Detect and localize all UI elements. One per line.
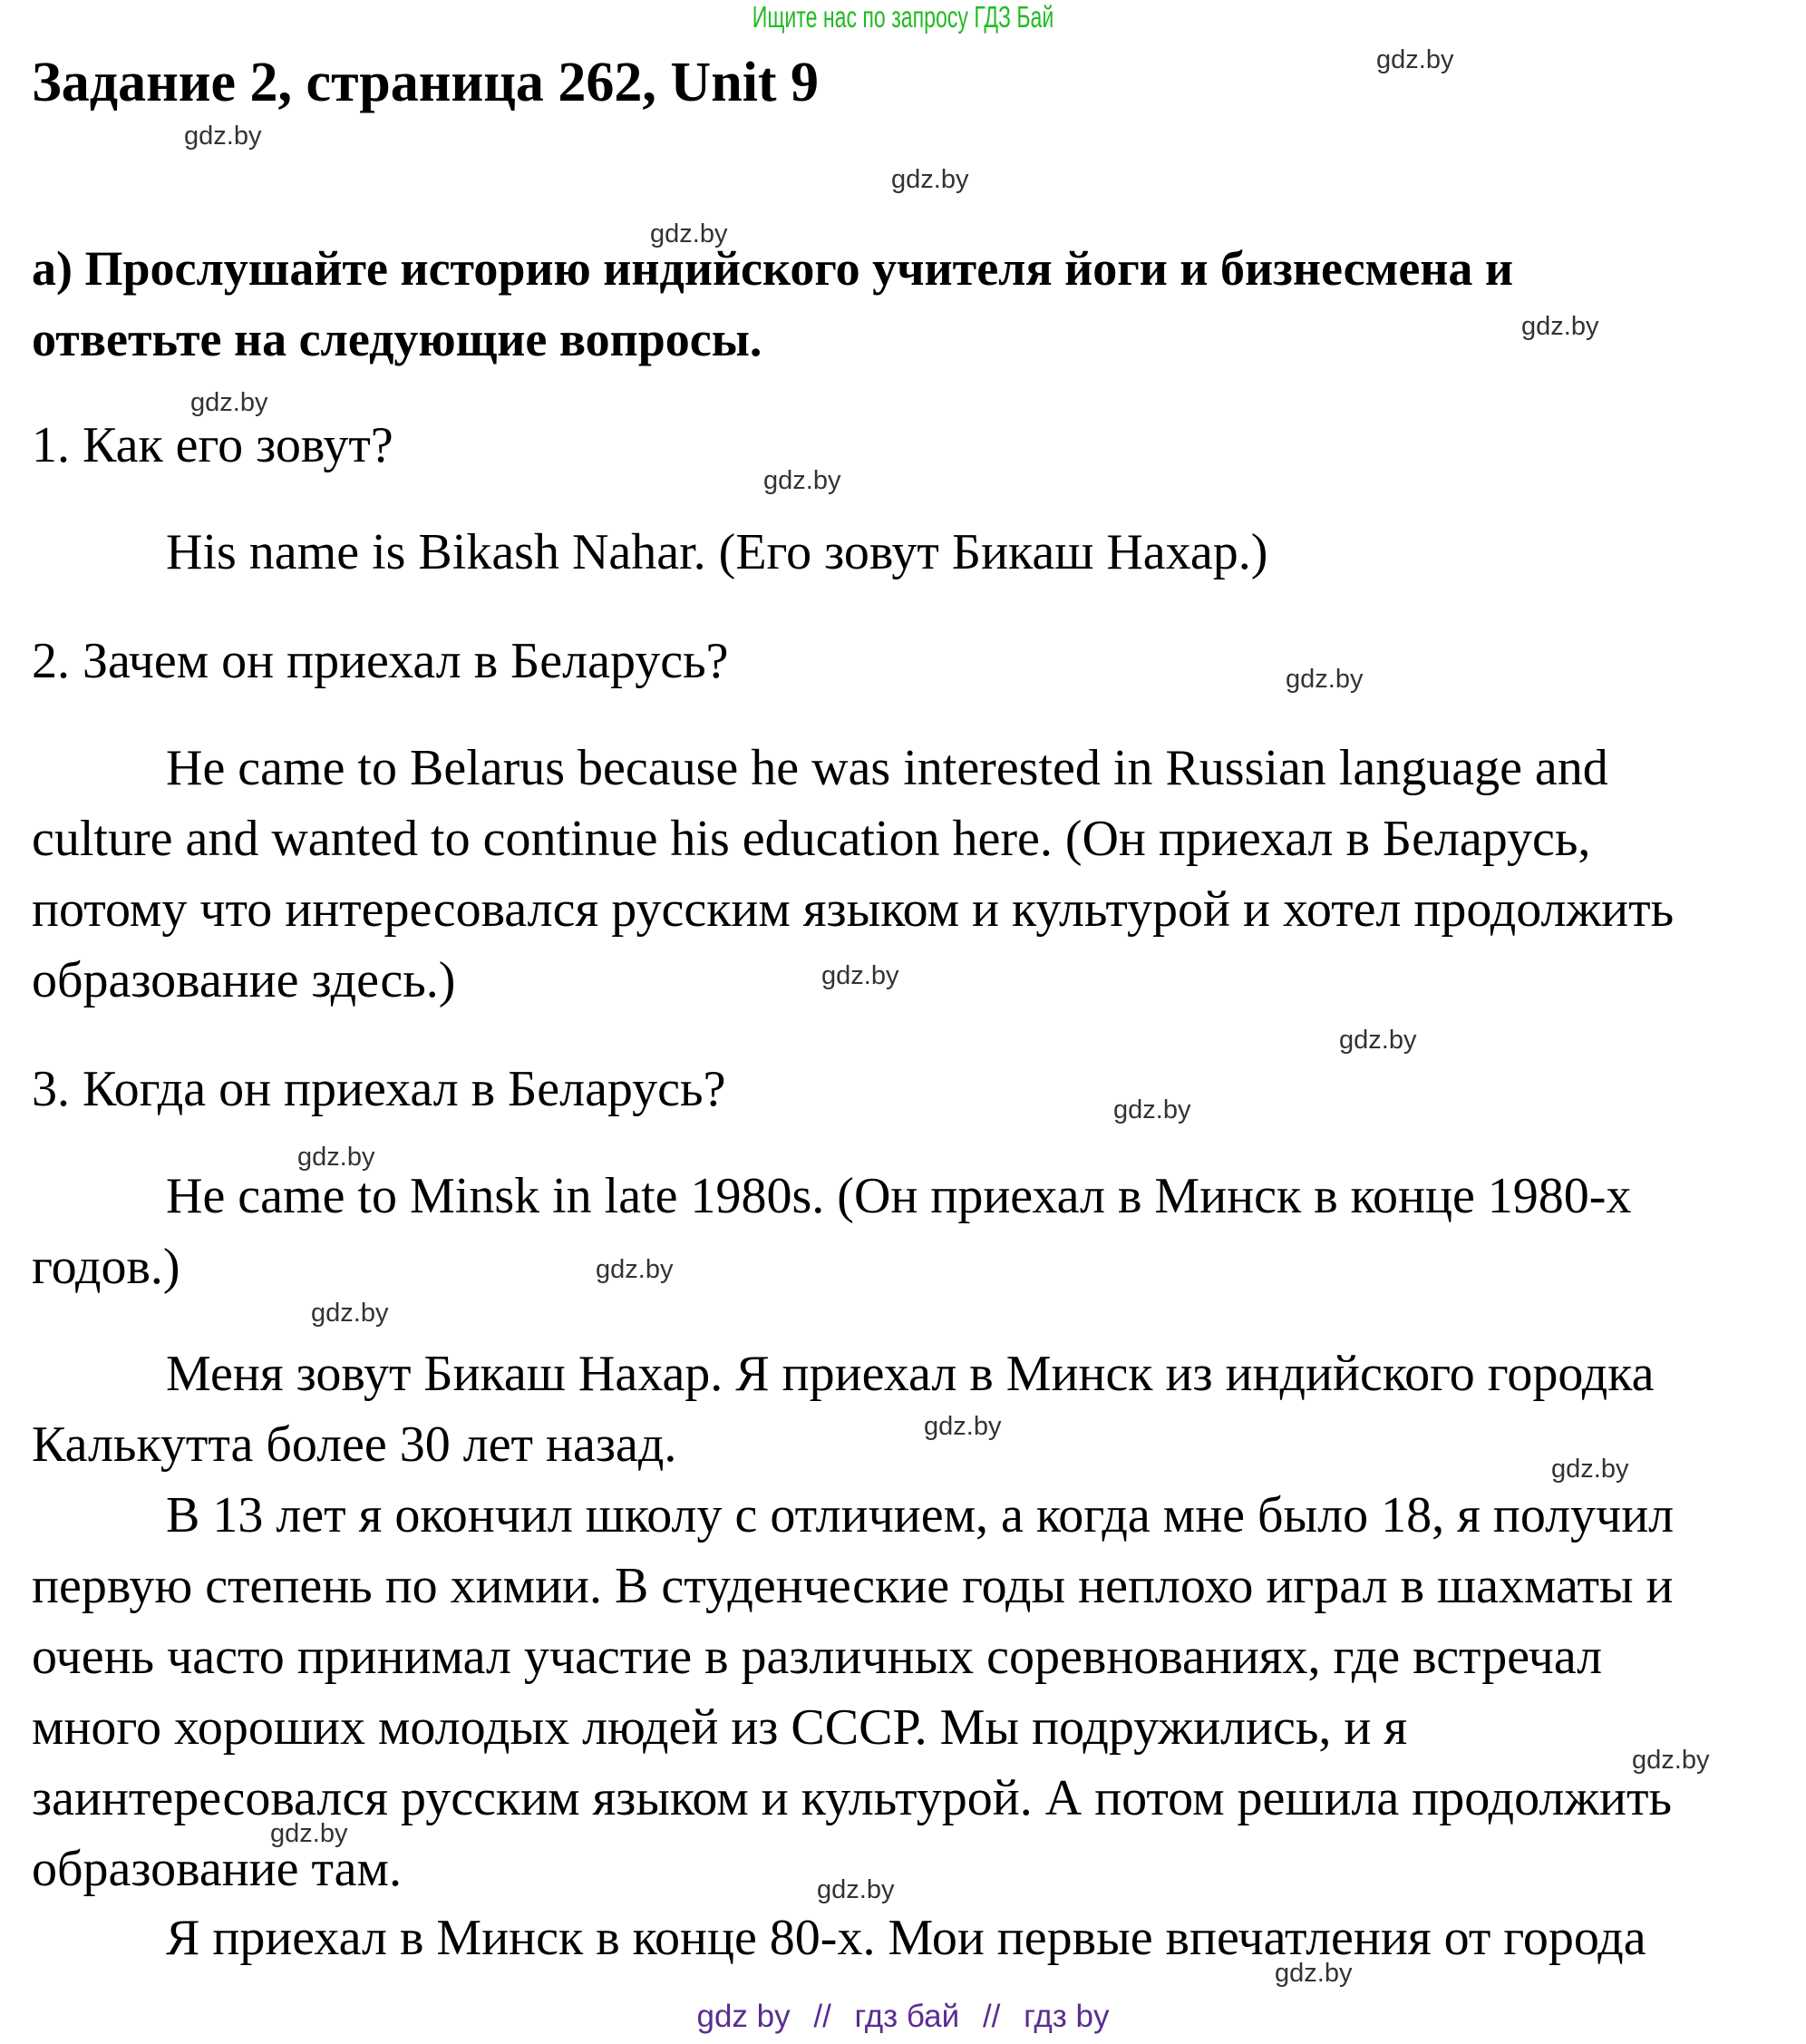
watermark: gdz.by [1339,1026,1417,1055]
watermark: gdz.by [821,961,899,990]
watermark: gdz.by [891,165,969,194]
watermark: gdz.by [311,1299,389,1328]
watermark: gdz.by [297,1143,375,1172]
watermark: gdz.by [650,219,728,248]
watermark: gdz.by [270,1819,348,1848]
story-line-2: Калькутта более 30 лет назад. [32,1416,677,1473]
page-title: Задание 2, страница 262, Unit 9 [32,52,820,113]
top-banner: Ищите нас по запросу ГДЗ Бай [752,0,1054,34]
answer-3-line-1: He came to Minsk in late 1980s. (Он приехал в Минск в конце 1980-х [166,1168,1632,1224]
footer-link-gdz-by[interactable]: gdz by [696,1999,791,2034]
story-line-4: первую степень по химии. В студенческие годы неплохо играл в шахматы и [32,1558,1674,1614]
watermark: gdz.by [1551,1455,1629,1484]
watermark: gdz.by [817,1875,895,1904]
footer-link-gdz-bai[interactable]: гдз бай [854,1999,960,2034]
story-line-9: Я приехал в Минск в конце 80-х. Мои первые впечатления от города [166,1910,1646,1966]
watermark: gdz.by [924,1412,1002,1441]
watermark: gdz.by [763,466,841,495]
story-line-8: образование там. [32,1841,402,1897]
story-line-6: много хороших молодых людей из СССР. Мы подружились, и я [32,1699,1408,1756]
question-1: 1. Как его зовут? [32,417,393,473]
answer-2-line-3: потому что интересовался русским языком и культурой и хотел продолжить [32,881,1675,938]
watermark: gdz.by [1521,312,1599,341]
answer-1: His name is Bikash Nahar. (Его зовут Бикаш Нахар.) [166,524,1268,580]
instruction-line-1: а) Прослушайте историю индийского учителя йоги и бизнесмена и [32,241,1514,296]
story-line-5: очень часто принимал участие в различных соревнованиях, где встречал [32,1629,1603,1685]
answer-3-line-2: годов.) [32,1239,180,1295]
footer [0,1999,1806,2035]
watermark: gdz.by [596,1255,674,1284]
watermark: gdz.by [1113,1095,1191,1124]
answer-2-line-2: culture and wanted to continue his education here. (Он приехал в Беларусь, [32,811,1591,867]
answer-2-line-4: образование здесь.) [32,952,456,1008]
story-line-7: заинтересовался русским языком и культурой. А потом решила продолжить [32,1770,1673,1826]
watermark: gdz.by [1275,1959,1353,1988]
story-line-3: В 13 лет я окончил школу с отличием, а когда мне было 18, я получил [166,1487,1675,1543]
watermark: gdz.by [1376,45,1454,74]
story-line-1: Меня зовут Бикаш Нахар. Я приехал в Минск из индийского городка [166,1346,1655,1402]
watermark: gdz.by [1632,1746,1710,1775]
question-3: 3. Когда он приехал в Беларусь? [32,1061,726,1117]
answer-2-line-1: He came to Belarus because he was interested in Russian language and [166,740,1608,796]
watermark: gdz.by [190,388,268,417]
watermark: gdz.by [184,122,262,151]
footer-separator: // [982,1999,1001,2034]
watermark: gdz.by [1286,665,1364,694]
question-2: 2. Зачем он приехал в Беларусь? [32,633,729,689]
footer-separator: // [813,1999,831,2034]
footer-link-gdz-by-cyr[interactable]: гдз by [1024,1999,1110,2034]
instruction-line-2: ответьте на следующие вопросы. [32,312,762,366]
